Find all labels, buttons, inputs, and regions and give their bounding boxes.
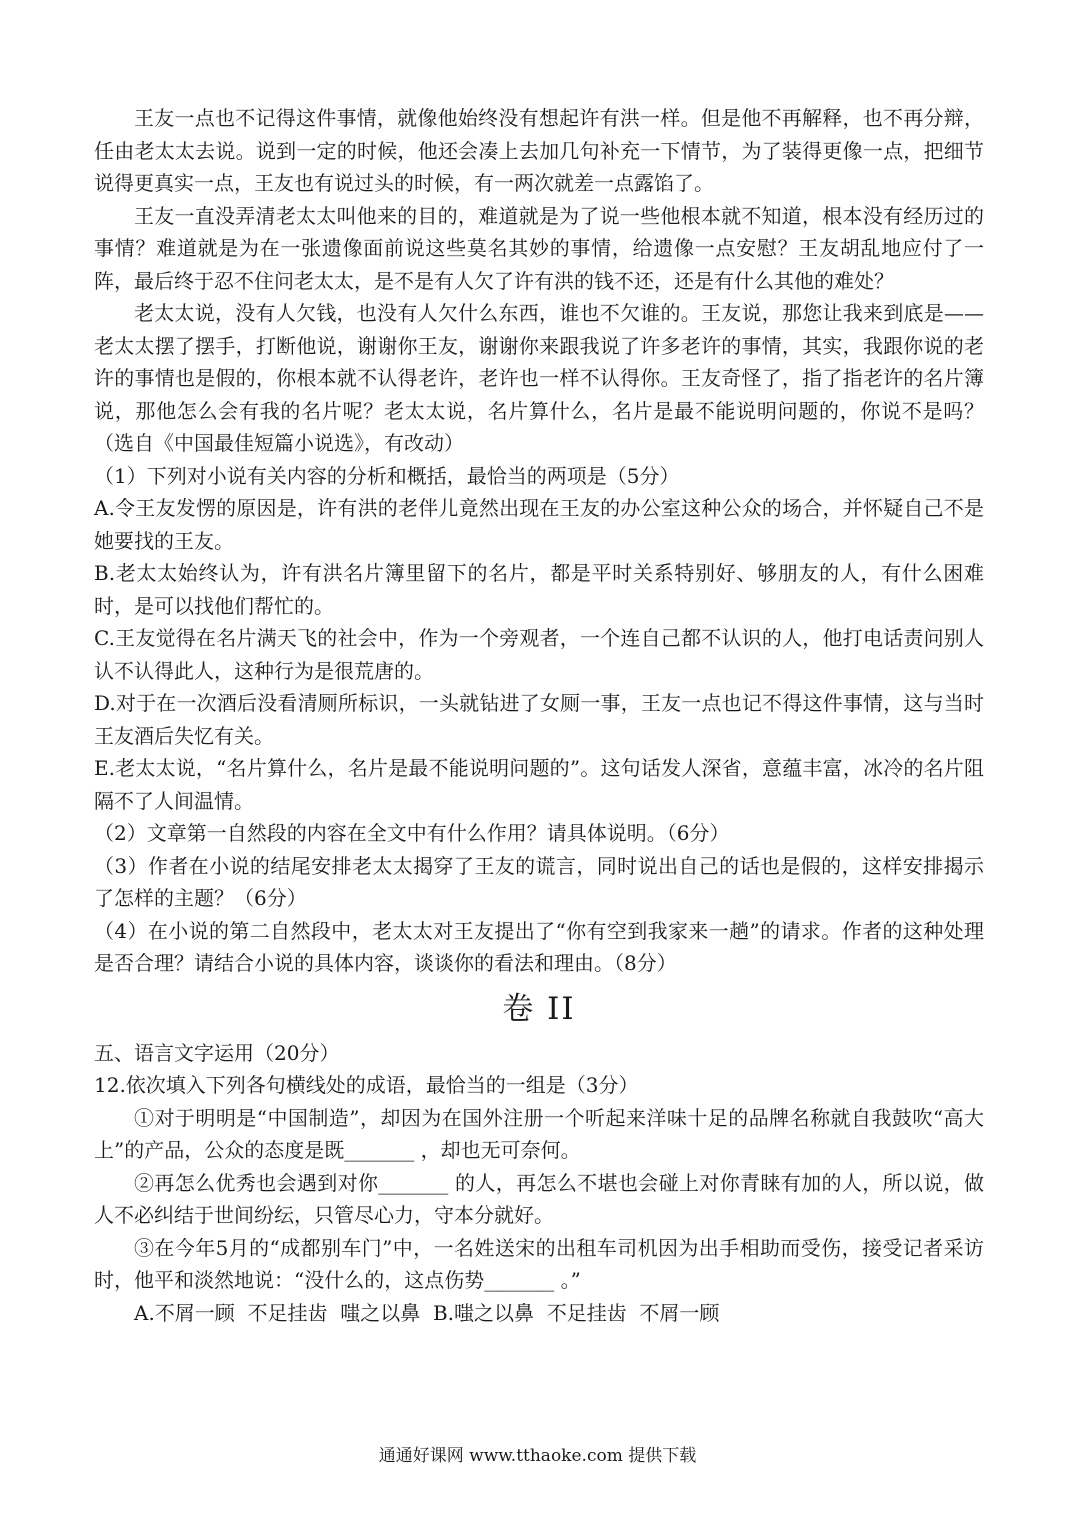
section-title: 卷 II [502,990,576,1027]
answer-choices: A.不屑一顾 不足挂齿 嗤之以鼻 B.嗤之以鼻 不足挂齿 不屑一顾 [134,1300,720,1325]
option-a: A.令王友发愣的原因是，许有洪的老伴儿竟然出现在王友的办公室这种公众的场合，并怀疑自己不是她要找的王友。 [94,496,984,553]
question-3: （3）作者在小说的结尾安排老太太揭穿了王友的谎言，同时说出自己的话也是假的，这样安排揭示了怎样的主题？（6分） [94,853,984,910]
option-b: B.老太太始终认为，许有洪名片簿里留下的名片，都是平时关系特别好、够朋友的人，有什么困难时，是可以找他们帮忙的。 [94,561,984,618]
sentence-2: ②再怎么优秀也会遇到对你_______ 的人，再怎么不堪也会碰上对你青睐有加的人，所以说，做人不必纠结于世间纷纭，只管尽心力，守本分就好。 [94,1170,984,1227]
passage-paragraph-1: 王友一点也不记得这件事情，就像他始终没有想起许有洪一样。但是他不再解释，也不再分辩，任由老太太去说。说到一定的时候，他还会凑上去加几句补充一下情节，为了装得更像一点，把细节说得更真实一点，王友也有说过头的时候，有一两次就差一点露馅了。 [94,106,984,195]
question-2: （2）文章第一自然段的内容在全文中有什么作用？请具体说明。（6分） [94,821,730,845]
passage-paragraph-2: 王友一直没弄清老太太叫他来的目的，难道就是为了说一些他根本就不知道，根本没有经历过的事情？难道就是为在一张遗像面前说这些莫名其妙的事情，给遗像一点安慰？王友胡乱地应付了一阵，最后终于忍不住问老太太，是不是有人欠了许有洪的钱不还，还是有什么其他的难处？ [94,203,984,293]
option-c: C.王友觉得在名片满天飞的社会中，作为一个旁观者，一个连自己都不认识的人，他打电话责问别人认不认得此人，这种行为是很荒唐的。 [94,626,984,683]
option-e: E.老太太说，“名片算什么，名片是最不能说明问题的”。这句话发人深省，意蕴丰富，冰冷的名片阻隔不了人间温情。 [94,756,984,813]
option-d: D.对于在一次酒后没看清厕所标识，一头就钻进了女厕一事，王友一点也记不得这件事情，这与当时王友酒后失忆有关。 [94,691,984,748]
sentence-1: ①对于明明是“中国制造”，却因为在国外注册一个听起来洋味十足的品牌名称就自我鼓吹“高大上”的产品，公众的态度是既_______ ，却也无可奈何。 [94,1105,984,1162]
question-4: （4）在小说的第二自然段中，老太太对王友提出了“你有空到我家来一趟”的请求。作者的这种处理是否合理？请结合小说的具体内容，谈谈你的看法和理由。（8分） [94,918,984,975]
passage-paragraph-3: 老太太说，没有人欠钱，也没有人欠什么东西，谁也不欠谁的。王友说，那您让我来到底是——老太太摆了摆手，打断他说，谢谢你王友，谢谢你来跟我说了许多老许的事情，其实，我跟你说的老许的事情也是假的，你根本就不认得老许，老许也一样不认得你。王友奇怪了，指了指老许的名片簿说，那他怎么会有我的名片呢？老太太说，名片算什么，名片是最不能说明问题的，你说不是吗？（选自《中国最佳短篇小说选》，有改动） [94,301,984,455]
section-heading: 五、语言文字运用（20分） [94,1040,340,1065]
document-body [94,102,984,1329]
question-12: 12.依次填入下列各句横线处的成语，最恰当的一组是（3分） [94,1073,639,1097]
page-footer: 通通好课网 www.tthaoke.com 提供下载 [378,1446,697,1466]
question-1: （1）下列对小说有关内容的分析和概括，最恰当的两项是（5分） [94,463,680,488]
sentence-3: ③在今年5月的“成都别车门”中，一名姓送宋的出租车司机因为出手相助而受伤，接受记者采访时，他平和淡然地说：“没什么的，这点伤势_______ 。” [94,1235,984,1292]
